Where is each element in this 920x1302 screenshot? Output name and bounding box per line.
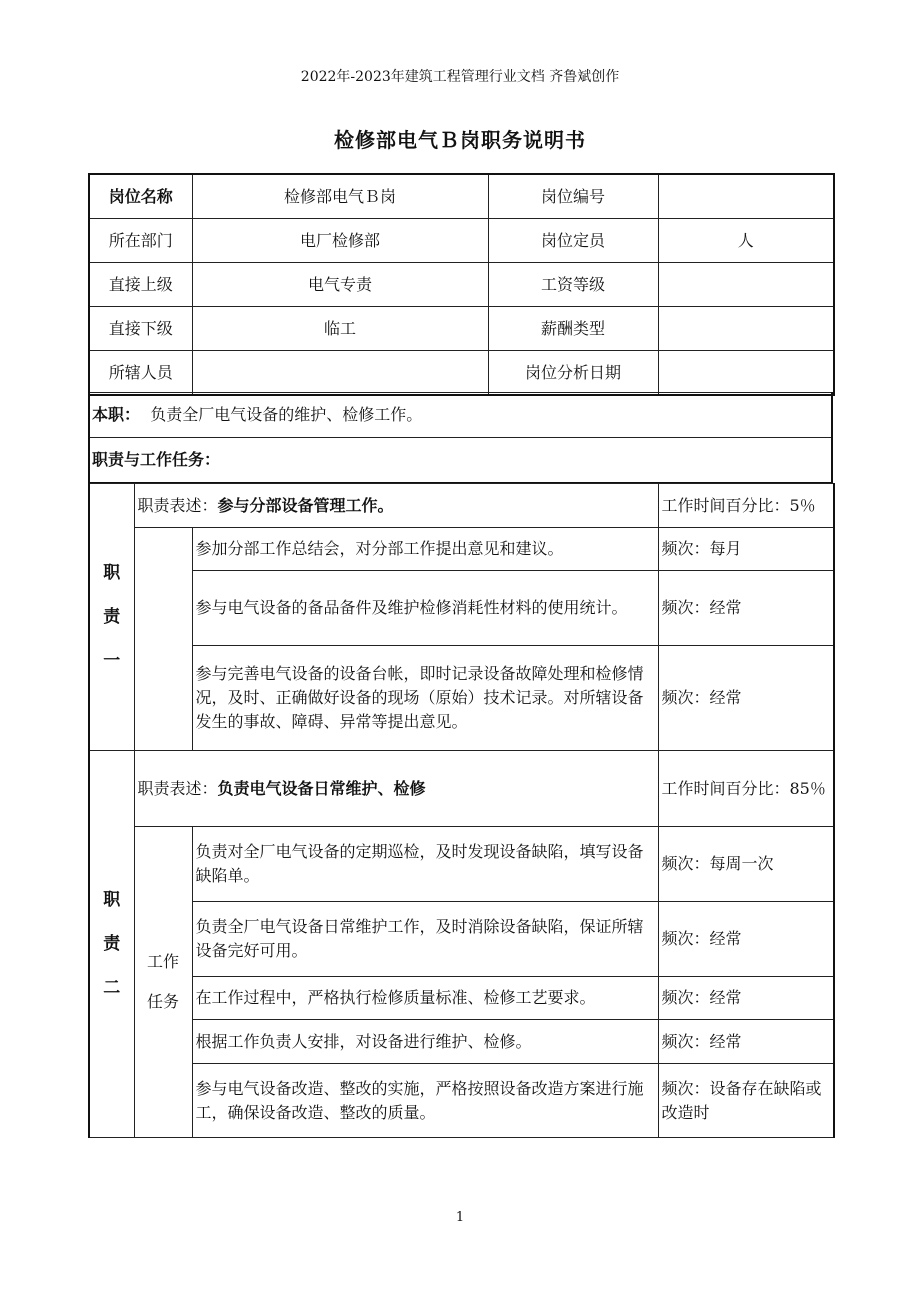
- document-title: 检修部电气Ｂ岗职务说明书: [334, 128, 586, 152]
- duty-2-task-row: [89, 1020, 834, 1064]
- duty-2-task-5: 参与电气设备改造、整改的实施，严格按照设备改造方案进行施工，确保设备改造、整改的质量。: [192, 1064, 658, 1138]
- label-salary-grade: 工资等级: [488, 263, 658, 307]
- duty-2-task-5-frequency: 频次：设备存在缺陷或改造时: [658, 1064, 834, 1138]
- duty-2-task-3-frequency: 频次：经常: [658, 977, 834, 1020]
- duty-2-task-row: [89, 977, 834, 1020]
- duty-2-task-4: 根据工作负责人安排，对设备进行维护、检修。: [192, 1020, 658, 1064]
- info-row-managed-staff: [89, 351, 834, 396]
- duty-1-task-3-frequency: 频次：经常: [658, 646, 834, 751]
- value-headcount: 人: [658, 219, 834, 263]
- duty-1-desc-prefix: 职责表述：: [137, 495, 218, 515]
- duty-1-task-row: [89, 528, 834, 571]
- duty-1-task-1-frequency: 频次：每月: [658, 528, 834, 571]
- duty-2-char-3: 二: [103, 978, 121, 998]
- duty-2-desc-prefix: 职责表述：: [137, 778, 218, 798]
- info-row-supervisor: [89, 263, 834, 307]
- duty-2-task-1-frequency: 频次：每周一次: [658, 827, 834, 902]
- duty-2-task-row: [89, 827, 834, 902]
- duty-1-char-1: 职: [103, 563, 121, 583]
- value-salary-grade: [658, 263, 834, 307]
- duty-1-task-3: 参与完善电气设备的设备台帐，即时记录设备故障处理和检修情况，及时、正确做好设备的现场（原始）技术记录。对所辖设备发生的事故、障碍、异常等提出意见。: [192, 646, 658, 751]
- value-pay-type: [658, 307, 834, 351]
- duty-1-description: [134, 484, 658, 528]
- duty-1-task-1: 参加分部工作总结会，对分部工作提出意见和建议。: [192, 528, 658, 571]
- duty-2-task-2: 负责全厂电气设备日常维护工作，及时消除设备缺陷，保证所辖设备完好可用。: [192, 902, 658, 977]
- duty-1-char-3: 一: [103, 651, 121, 671]
- duty-2-task-2-frequency: 频次：经常: [658, 902, 834, 977]
- summary-table: [88, 392, 833, 484]
- duty-1-task-2: 参与电气设备的备品备件及维护检修消耗性材料的使用统计。: [192, 571, 658, 646]
- duty-2-char-2: 责: [103, 934, 121, 954]
- label-supervisor: 直接上级: [89, 263, 192, 307]
- value-subordinate: 临工: [192, 307, 488, 351]
- label-headcount: 岗位定员: [488, 219, 658, 263]
- value-department: 电厂检修部: [192, 219, 488, 263]
- label-position-code: 岗位编号: [488, 174, 658, 219]
- value-analysis-date: [658, 351, 834, 396]
- duty-2-task-4-frequency: 频次：经常: [658, 1020, 834, 1064]
- duty-1-description-row: [89, 484, 834, 528]
- duty-1-char-2: 责: [103, 607, 121, 627]
- duty-2-label: [89, 751, 134, 1138]
- value-supervisor: 电气专责: [192, 263, 488, 307]
- sub-label-line: 工作: [146, 952, 179, 971]
- label-analysis-date: 岗位分析日期: [488, 351, 658, 396]
- value-position-name: 检修部电气Ｂ岗: [192, 174, 488, 219]
- duty-2-task-1: 负责对全厂电气设备的定期巡检，及时发现设备缺陷，填写设备缺陷单。: [192, 827, 658, 902]
- core-duty-row: [89, 393, 832, 438]
- value-managed-staff: [192, 351, 488, 396]
- duty-1-time-percentage: 工作时间百分比：5％: [658, 484, 834, 528]
- duty-2-char-1: 职: [103, 890, 121, 910]
- job-info-table: [88, 173, 835, 396]
- duty-table: [88, 483, 835, 1138]
- label-managed-staff: 所辖人员: [89, 351, 192, 396]
- core-duty-cell: [89, 393, 832, 438]
- tasks-heading-row: [89, 438, 832, 484]
- label-position-name: 岗位名称: [89, 174, 192, 219]
- duty-2-description: [134, 751, 658, 827]
- core-duty-text: 负责全厂电气设备的维护、检修工作。: [150, 405, 423, 424]
- core-duty-label: 本职：: [92, 405, 141, 424]
- info-row-department: [89, 219, 834, 263]
- page-header: 2022年-2023年建筑工程管理行业文档 齐鲁斌创作: [300, 69, 620, 85]
- duty-2-task-3: 在工作过程中，严格执行检修质量标准、检修工艺要求。: [192, 977, 658, 1020]
- duty-1-task-2-frequency: 频次：经常: [658, 571, 834, 646]
- label-department: 所在部门: [89, 219, 192, 263]
- duty-2-desc-text: 负责电气设备日常维护、检修: [217, 778, 426, 798]
- info-row-subordinate: [89, 307, 834, 351]
- duty-1-task-row: [89, 646, 834, 751]
- label-pay-type: 薪酬类型: [488, 307, 658, 351]
- value-position-code: [658, 174, 834, 219]
- duty-2-task-row: [89, 1064, 834, 1138]
- sub-label-line: 任务: [146, 992, 179, 1011]
- duty-2-sub-label: [134, 827, 192, 1138]
- tasks-heading: 职责与工作任务：: [89, 438, 832, 484]
- duty-1-sub-label: [134, 528, 192, 751]
- duty-2-task-row: [89, 902, 834, 977]
- duty-1-task-row: [89, 571, 834, 646]
- duty-2-description-row: [89, 751, 834, 827]
- duty-1-desc-text: 参与分部设备管理工作。: [217, 495, 394, 515]
- page-number: 1: [455, 1210, 465, 1225]
- duty-1-label: [89, 484, 134, 751]
- info-row-position-name: [89, 174, 834, 219]
- duty-2-time-percentage: 工作时间百分比：85％: [658, 751, 834, 827]
- label-subordinate: 直接下级: [89, 307, 192, 351]
